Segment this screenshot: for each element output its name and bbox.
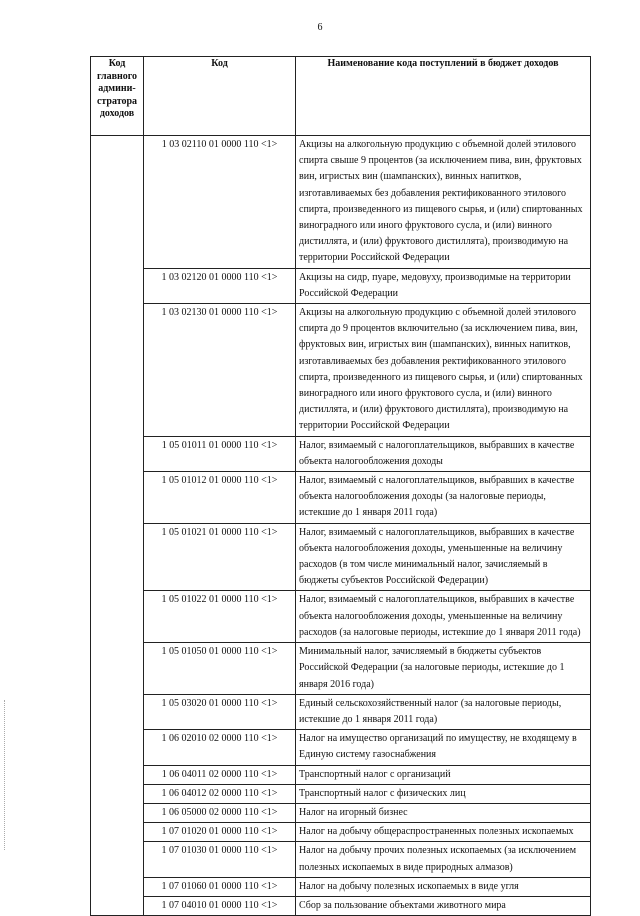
code-cell: 1 07 01020 01 0000 110 <1> xyxy=(144,823,296,842)
code-cell: 1 05 01021 01 0000 110 <1> xyxy=(144,523,296,591)
name-cell: Транспортный налог с физических лиц xyxy=(296,784,591,803)
name-cell: Налог, взимаемый с налогоплательщиков, выбравших в качестве объекта налогообложения доходы xyxy=(296,436,591,471)
name-cell: Налог, взимаемый с налогоплательщиков, выбравших в качестве объекта налогообложения доходы (за налоговые периоды, истекшие до 1 января 2011 года) xyxy=(296,472,591,524)
table-row xyxy=(91,591,591,643)
admin-code-cell xyxy=(91,136,144,916)
name-cell: Налог на добычу полезных ископаемых в виде угля xyxy=(296,877,591,896)
code-cell: 1 07 04010 01 0000 110 <1> xyxy=(144,896,296,915)
table-row xyxy=(91,136,591,269)
name-cell: Минимальный налог, зачисляемый в бюджеты субъектов Российской Федерации (за налоговые периоды, истекшие до 1 января 2016 года) xyxy=(296,643,591,695)
code-cell: 1 06 05000 02 0000 110 <1> xyxy=(144,803,296,822)
code-cell: 1 07 01060 01 0000 110 <1> xyxy=(144,877,296,896)
code-cell: 1 03 02110 01 0000 110 <1> xyxy=(144,136,296,269)
table-row xyxy=(91,730,591,765)
table-row xyxy=(91,472,591,524)
code-cell: 1 06 02010 02 0000 110 <1> xyxy=(144,730,296,765)
table-row xyxy=(91,896,591,915)
header-admin-code: Код главного админи-стратора доходов xyxy=(91,57,144,136)
name-cell: Акцизы на сидр, пуаре, медовуху, производимые на территории Российской Федерации xyxy=(296,268,591,303)
code-cell: 1 05 01011 01 0000 110 <1> xyxy=(144,436,296,471)
budget-revenue-table xyxy=(90,56,591,916)
code-cell: 1 05 01050 01 0000 110 <1> xyxy=(144,643,296,695)
name-cell: Налог, взимаемый с налогоплательщиков, выбравших в качестве объекта налогообложения доходы, уменьшенные на величину расходов (за налоговые периоды, истекшие до 1 января 2011 года) xyxy=(296,591,591,643)
header-code: Код xyxy=(144,57,296,136)
code-cell: 1 03 02120 01 0000 110 <1> xyxy=(144,268,296,303)
table-header-row xyxy=(91,57,591,136)
name-cell: Транспортный налог с организаций xyxy=(296,765,591,784)
code-cell: 1 06 04012 02 0000 110 <1> xyxy=(144,784,296,803)
name-cell: Акцизы на алкогольную продукцию с объемной долей этилового спирта свыше 9 процентов (за исключением пива, вин, фруктовых вин, игристых вин (шампанских), винных напитков, изготавливаемых без добавления ректификованного этилового спирта, произведенного из пищевого сырья, и (или) спиртованных виноградного или иного фруктового сусла, и (или) винного дистиллята, и (или) фруктового дистиллята), производимую на территории Российской Федерации xyxy=(296,136,591,269)
header-name: Наименование кода поступлений в бюджет доходов xyxy=(296,57,591,136)
table-row xyxy=(91,268,591,303)
table-row xyxy=(91,877,591,896)
page-number: 6 xyxy=(317,22,323,33)
code-cell: 1 07 01030 01 0000 110 <1> xyxy=(144,842,296,877)
table-row xyxy=(91,803,591,822)
name-cell: Сбор за пользование объектами животного мира xyxy=(296,896,591,915)
table-row xyxy=(91,765,591,784)
name-cell: Налог на имущество организаций по имуществу, не входящему в Единую систему газоснабжения xyxy=(296,730,591,765)
name-cell: Налог на добычу общераспространенных полезных ископаемых xyxy=(296,823,591,842)
name-cell: Единый сельскохозяйственный налог (за налоговые периоды, истекшие до 1 января 2011 года) xyxy=(296,694,591,729)
code-cell: 1 05 03020 01 0000 110 <1> xyxy=(144,694,296,729)
code-cell: 1 03 02130 01 0000 110 <1> xyxy=(144,304,296,437)
table-row xyxy=(91,523,591,591)
table-row xyxy=(91,304,591,437)
table-row xyxy=(91,784,591,803)
code-cell: 1 05 01022 01 0000 110 <1> xyxy=(144,591,296,643)
name-cell: Налог на игорный бизнес xyxy=(296,803,591,822)
code-cell: 1 06 04011 02 0000 110 <1> xyxy=(144,765,296,784)
table-row xyxy=(91,823,591,842)
table-row xyxy=(91,436,591,471)
scan-margin-marks xyxy=(4,700,8,850)
code-cell: 1 05 01012 01 0000 110 <1> xyxy=(144,472,296,524)
table-row xyxy=(91,694,591,729)
name-cell: Акцизы на алкогольную продукцию с объемной долей этилового спирта до 9 процентов включительно (за исключением пива, вин, фруктовых вин, игристых вин (шампанских), винных напитков, изготавливаемых без добавления ректификованного этилового спирта, произведенного из пищевого сырья, и (или) спиртованных виноградного или иного фруктового сусла, и (или) винного дистиллята, и (или) фруктового дистиллята), производимую на территории Российской Федерации xyxy=(296,304,591,437)
name-cell: Налог на добычу прочих полезных ископаемых (за исключением полезных ископаемых в виде природных алмазов) xyxy=(296,842,591,877)
table-row xyxy=(91,643,591,695)
table-row xyxy=(91,842,591,877)
name-cell: Налог, взимаемый с налогоплательщиков, выбравших в качестве объекта налогообложения доходы, уменьшенные на величину расходов (в том числе минимальный налог, зачисляемый в бюджеты субъектов Российской Федерации) xyxy=(296,523,591,591)
